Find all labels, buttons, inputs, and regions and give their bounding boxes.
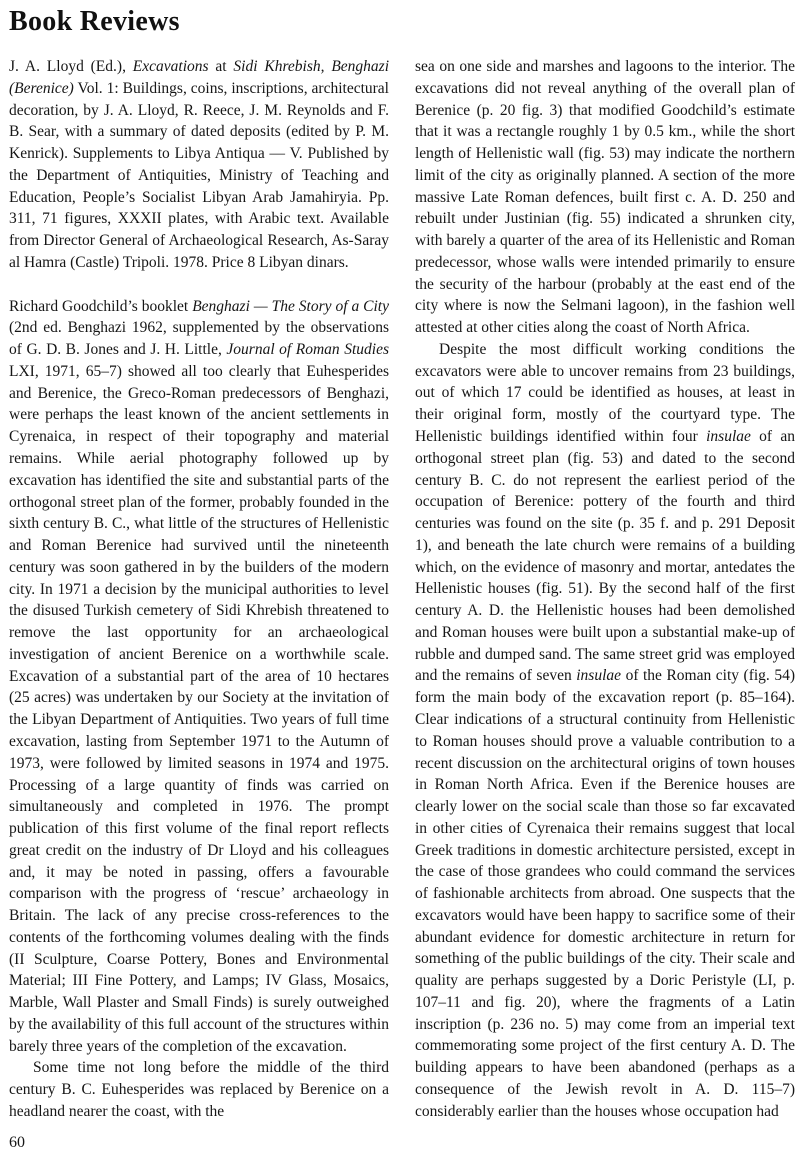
text-segment: Some time not long before the middle of the third century B. C. Euhesperides was replaced by Berenice on a headland nearer the coast, with the — [9, 1059, 389, 1120]
text-segment: LXI, 1971, 65–7) showed all too clearly that Euhesperides and Berenice, the Greco-Roman predecessors of Benghazi, were perhaps the least known of the ancient settlements in Cyrenaica, in respect of their topography and material remains. While aerial photography followed up by excavation has identified the site and substantial parts of the orthogonal street plan of the former, probably founded in the sixth century B. C., what little of the structures of Hellenistic and Roman Berenice had survived until the nineteenth century was soon gathered in by the builders of the modern city. In 1971 a decision by the municipal authorities to level the disused Turkish cemetery of Sidi Khrebish threatened to remove the last opportunity for an archaeological investigation of ancient Berenice on a worthwhile scale. Excavation of a substantial part of the area of 10 hectares (25 acres) was undertaken by our Society at the invitation of the Libyan Department of Antiquities. Two years of full time excavation, lasting from September 1971 to the Autumn of 1973, were followed by limited seasons in 1974 and 1975. Processing of a large quantity of finds was carried on simultaneously and completed in 1976. The prompt publication of this first volume of the final report reflects great credit on the industry of Dr Lloyd and his colleagues and, it may be noted in passing, offers a favourable comparison with the progress of ‘rescue’ archaeology in Britain. The lack of any precise cross-references to the contents of the forthcoming volumes dealing with the finds (II Sculpture, Coarse Pottery, Bones and Environmental Material; III Fine Pottery, and Lamps; IV Glass, Mosaics, Marble, Wall Plaster and Small Finds) is surely outweighed by the availability of this full account of the structures within barely three years of the completion of the excavation. — [9, 362, 389, 1055]
left-column — [9, 56, 389, 1123]
italic-text-segment: Excavations — [132, 58, 209, 75]
italic-text-segment: Sidi Khrebish, Benghazi (Berenice) — [9, 58, 390, 97]
italic-text-segment: Journal of Roman Studies — [226, 341, 389, 359]
page-number: 60 — [9, 1134, 25, 1151]
text-segment: sea on one side and marshes and lagoons to the interior. The excavations did not reveal anything of the overall plan of Berenice (p. 20 fig. 3) that modified Goodchild’s estimate that it was a rectangle roughly 1 by 0.5 km., while the short length of Hellenistic wall (fig. 53) may indicate the northern limit of the city as originally planned. A section of the more massive Late Roman defences, built first c. A. D. 250 and rebuilt under Justinian (fig. 55) indicated a shrunken city, with barely a quarter of the area of its Hellenistic and Roman predecessor, whose walls were intended primarily to ensure the security of the harbour (probably at the east end of the city where is now the Selmani lagoon), in the fashion well attested at other cities along the coast of North Africa. — [415, 58, 795, 337]
text-segment: J. A. Lloyd (Ed.), — [9, 58, 133, 75]
page-title: Book Reviews — [9, 6, 180, 37]
text-segment: Richard Goodchild’s booklet — [9, 297, 193, 315]
text-segment: of the Roman city (fig. 54) form the main body of the excavation report (p. 85–164). Clear indications of a structural continuity from Hellenistic to Roman houses should prove a valuable contribution to a recent discussion on the architectural origins of town houses in Roman North Africa. Even if the Berenice houses are clearly lower on the social scale than those so far excavated in other cities of Cyrenaica their remains suggest that local Greek traditions in domestic architecture persisted, except in the case of those grandees who could command the services of fashionable architects from abroad. One suspects that the excavators would have been happy to sacrifice some of their abundant evidence for domestic architecture in return for something of the public buildings of the city. Their scale and quality are perhaps suggested by a Doric Peristyle (LI, p. 107–11 and fig. 20), where the fragments of a Latin inscription (p. 236 no. 5) may come from an imperial text commemorating some project of the first century A. D. The building appears to have been abandoned (perhaps as a consequence of the Jewish revolt in A. D. 115–7) considerably earlier than the houses whose occupation had — [415, 667, 795, 1120]
text-segment: Despite the most difficult working conditions the excavators were able to uncover remains from 23 buildings, out of which 17 could be identified as houses, at least in their original form, mostly of the courtyard type. The Hellenistic buildings identified within four — [415, 340, 795, 446]
two-column-layout — [9, 56, 795, 1123]
paragraph — [415, 56, 795, 339]
paragraph — [9, 1057, 389, 1122]
paragraph — [9, 56, 389, 274]
paragraph — [9, 296, 389, 1058]
italic-text-segment: Benghazi — The Story of a City — [192, 297, 389, 315]
text-segment: at — [208, 58, 234, 75]
paragraph — [415, 339, 795, 1123]
italic-text-segment: insulae — [706, 428, 751, 446]
right-column — [415, 56, 795, 1123]
italic-text-segment: insulae — [576, 667, 622, 685]
text-segment: Vol. 1: Buildings, coins, inscriptions, architectural decoration, by J. A. Lloyd, R. Reece, J. M. Reynolds and F. B. Sear, with a summary of dated deposits (edited by P. M. Kenrick). Supplements to Libya Antiqua — V. Published by the Department of Antiquities, Ministry of Teaching and Education, People’s Socialist Libyan Arab Jamahiryia. Pp. 311, 71 figures, XXXII plates, with Arabic text. Available from Director General of Archaeological Research, As-Saray al Hamra (Castle) Tripoli. 1978. Price 8 Libyan dinars. — [9, 79, 389, 271]
text-segment: (2nd ed. Benghazi 1962, supplemented by the observations of G. D. B. Jones and J. H. Little, — [9, 319, 389, 359]
text-segment: of an orthogonal street plan (fig. 53) and dated to the second century B. C. do not represent the earliest period of the occupation of Berenice: pottery of the fourth and third centuries was found on the site (p. 35 f. and p. 291 Deposit 1), and beneath the late church were remains of a building which, on the evidence of masonry and mortar, antedates the Hellenistic houses (fig. 51). By the second half of the first century A. D. the Hellenistic houses had been demolished and Roman houses were built upon a substantial make-up of rubble and dumped sand. The same street grid was employed and the remains of seven — [415, 428, 795, 685]
